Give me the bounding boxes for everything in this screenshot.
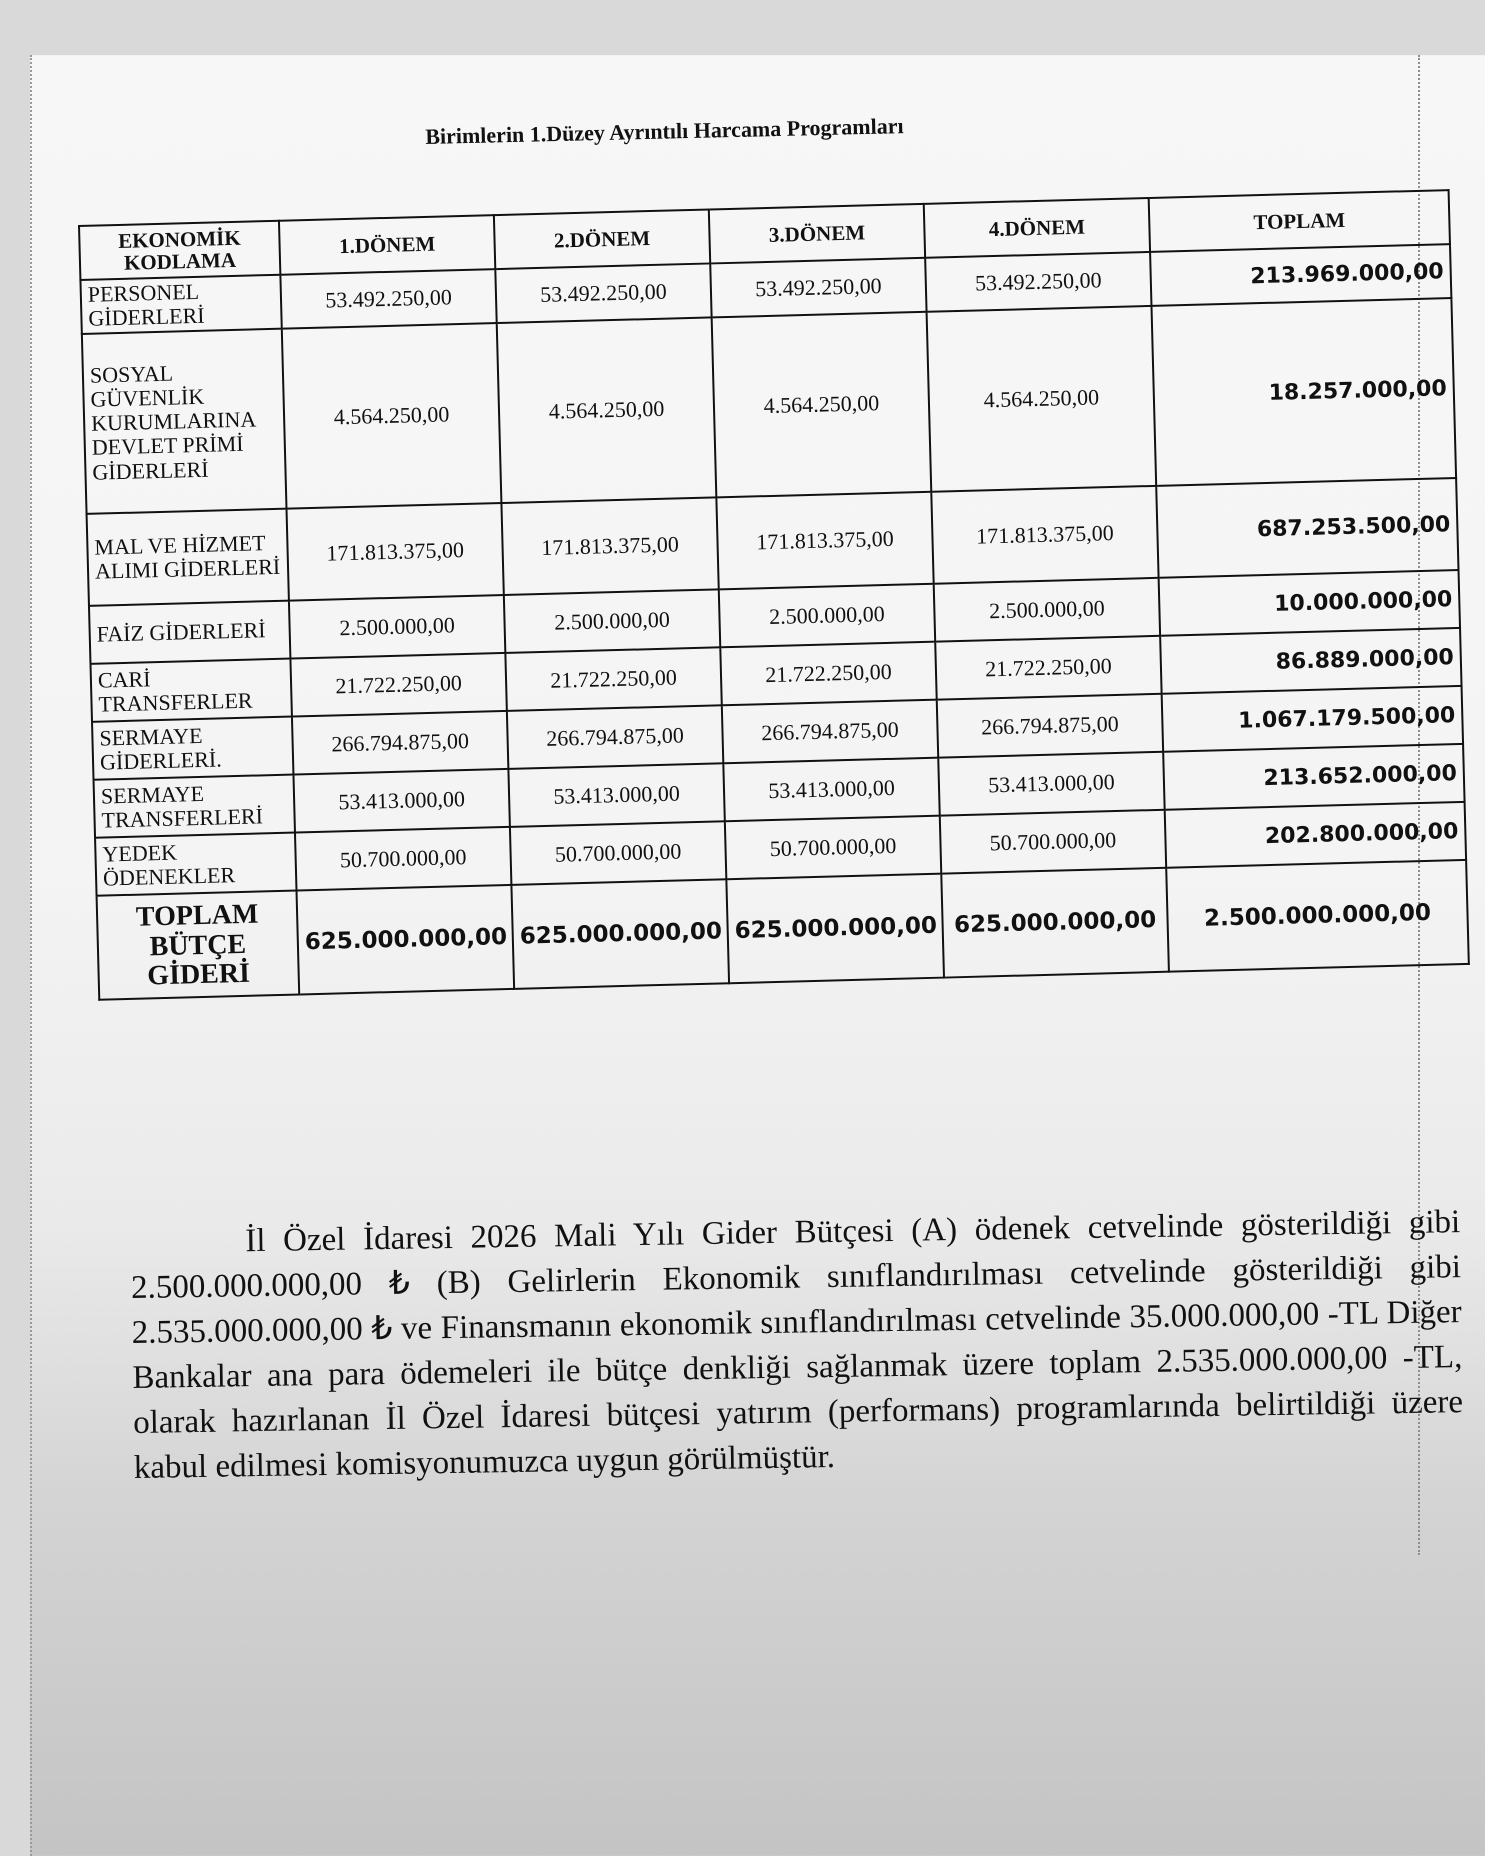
cell-donem-3: 266.794.875,00 xyxy=(722,700,938,764)
row-label: CARİ TRANSFERLER xyxy=(91,659,292,722)
grand-total-donem-1: 625.000.000,00 xyxy=(297,885,515,995)
row-label: PERSONEL GİDERLERİ xyxy=(80,275,281,335)
cell-donem-4: 53.413.000,00 xyxy=(938,752,1164,816)
row-label: YEDEK ÖDENEKLER xyxy=(95,833,296,896)
body-paragraph: İl Özel İdaresi 2026 Mali Yılı Gider Bütçesi (A) ödenek cetvelinde gösterildiği gibi 2.500.000.000,00 ₺ (B) Gelirlerin Ekonomik sınıflandırılması cetvelinde gösterildiği gibi 2.535.000.000,00 ₺ ve Finansmanın ekonomik sınıflandırılması cetvelinde 35.000.000,00 -TL Diğer Bankalar ana para ödemeleri ile bütçe denkliği sağlanmak üzere toplam 2.535.000.000,00 -TL, olarak hazırlanan İl Özel İdaresi bütçesi yatırım (performans) programlarında belirtildiği üzere kabul edilmesi komisyonumuzca uygun görülmüştür. xyxy=(130,1204,1464,1486)
cell-donem-2: 53.492.250,00 xyxy=(495,263,711,323)
cell-toplam: 86.889.000,00 xyxy=(1160,628,1461,694)
cell-donem-4: 4.564.250,00 xyxy=(927,306,1157,492)
row-label: FAİZ GİDERLERİ xyxy=(89,601,290,664)
cell-toplam: 213.969.000,00 xyxy=(1150,244,1451,306)
grand-total-toplam: 2.500.000.000,00 xyxy=(1166,860,1469,972)
header-donem-3: 3.DÖNEM xyxy=(709,204,925,264)
row-label: MAL VE HİZMET ALIMI GİDERLERİ xyxy=(87,509,289,606)
header-toplam: TOPLAM xyxy=(1149,190,1450,252)
cell-donem-4: 266.794.875,00 xyxy=(937,694,1163,758)
cell-donem-3: 171.813.375,00 xyxy=(716,492,933,590)
cell-donem-4: 171.813.375,00 xyxy=(931,486,1158,584)
document-title: Birimlerin 1.Düzey Ayrıntılı Harcama Programları xyxy=(425,113,904,149)
cell-toplam: 213.652.000,00 xyxy=(1163,744,1464,810)
budget-table-container xyxy=(78,189,1468,1001)
header-ekonomik-kodlama: EKONOMİK KODLAMA xyxy=(79,221,280,280)
grand-total-donem-4: 625.000.000,00 xyxy=(941,868,1169,978)
header-donem-1: 1.DÖNEM xyxy=(279,215,495,275)
cell-toplam: 202.800.000,00 xyxy=(1165,802,1466,868)
cell-donem-2: 53.413.000,00 xyxy=(508,764,724,828)
cell-donem-3: 2.500.000,00 xyxy=(719,584,935,648)
cell-donem-2: 266.794.875,00 xyxy=(507,706,723,770)
table-row xyxy=(82,298,1456,514)
cell-donem-1: 53.413.000,00 xyxy=(293,769,509,833)
grand-total-donem-2: 625.000.000,00 xyxy=(511,880,729,990)
cell-toplam: 687.253.500,00 xyxy=(1156,478,1458,578)
cell-donem-4: 2.500.000,00 xyxy=(934,578,1160,642)
cell-donem-3: 4.564.250,00 xyxy=(712,312,932,498)
budget-table xyxy=(78,189,1470,1001)
cell-toplam: 18.257.000,00 xyxy=(1151,298,1456,486)
cell-donem-3: 50.700.000,00 xyxy=(725,816,941,880)
cell-toplam: 1.067.179.500,00 xyxy=(1162,686,1463,752)
row-label: SERMAYE GİDERLERİ. xyxy=(92,717,293,780)
row-label: SOSYAL GÜVENLİK KURUMLARINA DEVLET PRİMİ GİDERLERİ xyxy=(82,329,287,514)
header-donem-4: 4.DÖNEM xyxy=(924,198,1150,258)
cell-donem-2: 2.500.000,00 xyxy=(504,590,720,654)
cell-donem-3: 53.492.250,00 xyxy=(710,258,926,318)
cell-donem-1: 266.794.875,00 xyxy=(292,711,508,775)
cell-donem-1: 21.722.250,00 xyxy=(290,653,506,717)
cell-donem-2: 50.700.000,00 xyxy=(510,822,726,886)
cell-donem-1: 4.564.250,00 xyxy=(282,323,502,509)
cell-donem-2: 171.813.375,00 xyxy=(501,498,718,596)
cell-donem-3: 53.413.000,00 xyxy=(723,758,939,822)
cell-donem-1: 171.813.375,00 xyxy=(287,503,504,601)
cell-donem-4: 50.700.000,00 xyxy=(940,810,1166,874)
row-label: SERMAYE TRANSFERLERİ xyxy=(94,775,295,838)
cell-donem-2: 21.722.250,00 xyxy=(505,648,721,712)
cell-donem-4: 53.492.250,00 xyxy=(925,252,1151,312)
header-donem-2: 2.DÖNEM xyxy=(494,209,710,269)
cell-toplam: 10.000.000,00 xyxy=(1159,570,1460,636)
cell-donem-2: 4.564.250,00 xyxy=(497,318,717,504)
cell-donem-1: 2.500.000,00 xyxy=(289,595,505,659)
cell-donem-1: 50.700.000,00 xyxy=(295,827,511,891)
cell-donem-4: 21.722.250,00 xyxy=(935,636,1161,700)
cell-donem-3: 21.722.250,00 xyxy=(720,642,936,706)
grand-total-donem-3: 625.000.000,00 xyxy=(726,874,944,984)
cell-donem-1: 53.492.250,00 xyxy=(280,269,496,329)
grand-total-label: TOPLAM BÜTÇE GİDERİ xyxy=(97,891,300,1000)
